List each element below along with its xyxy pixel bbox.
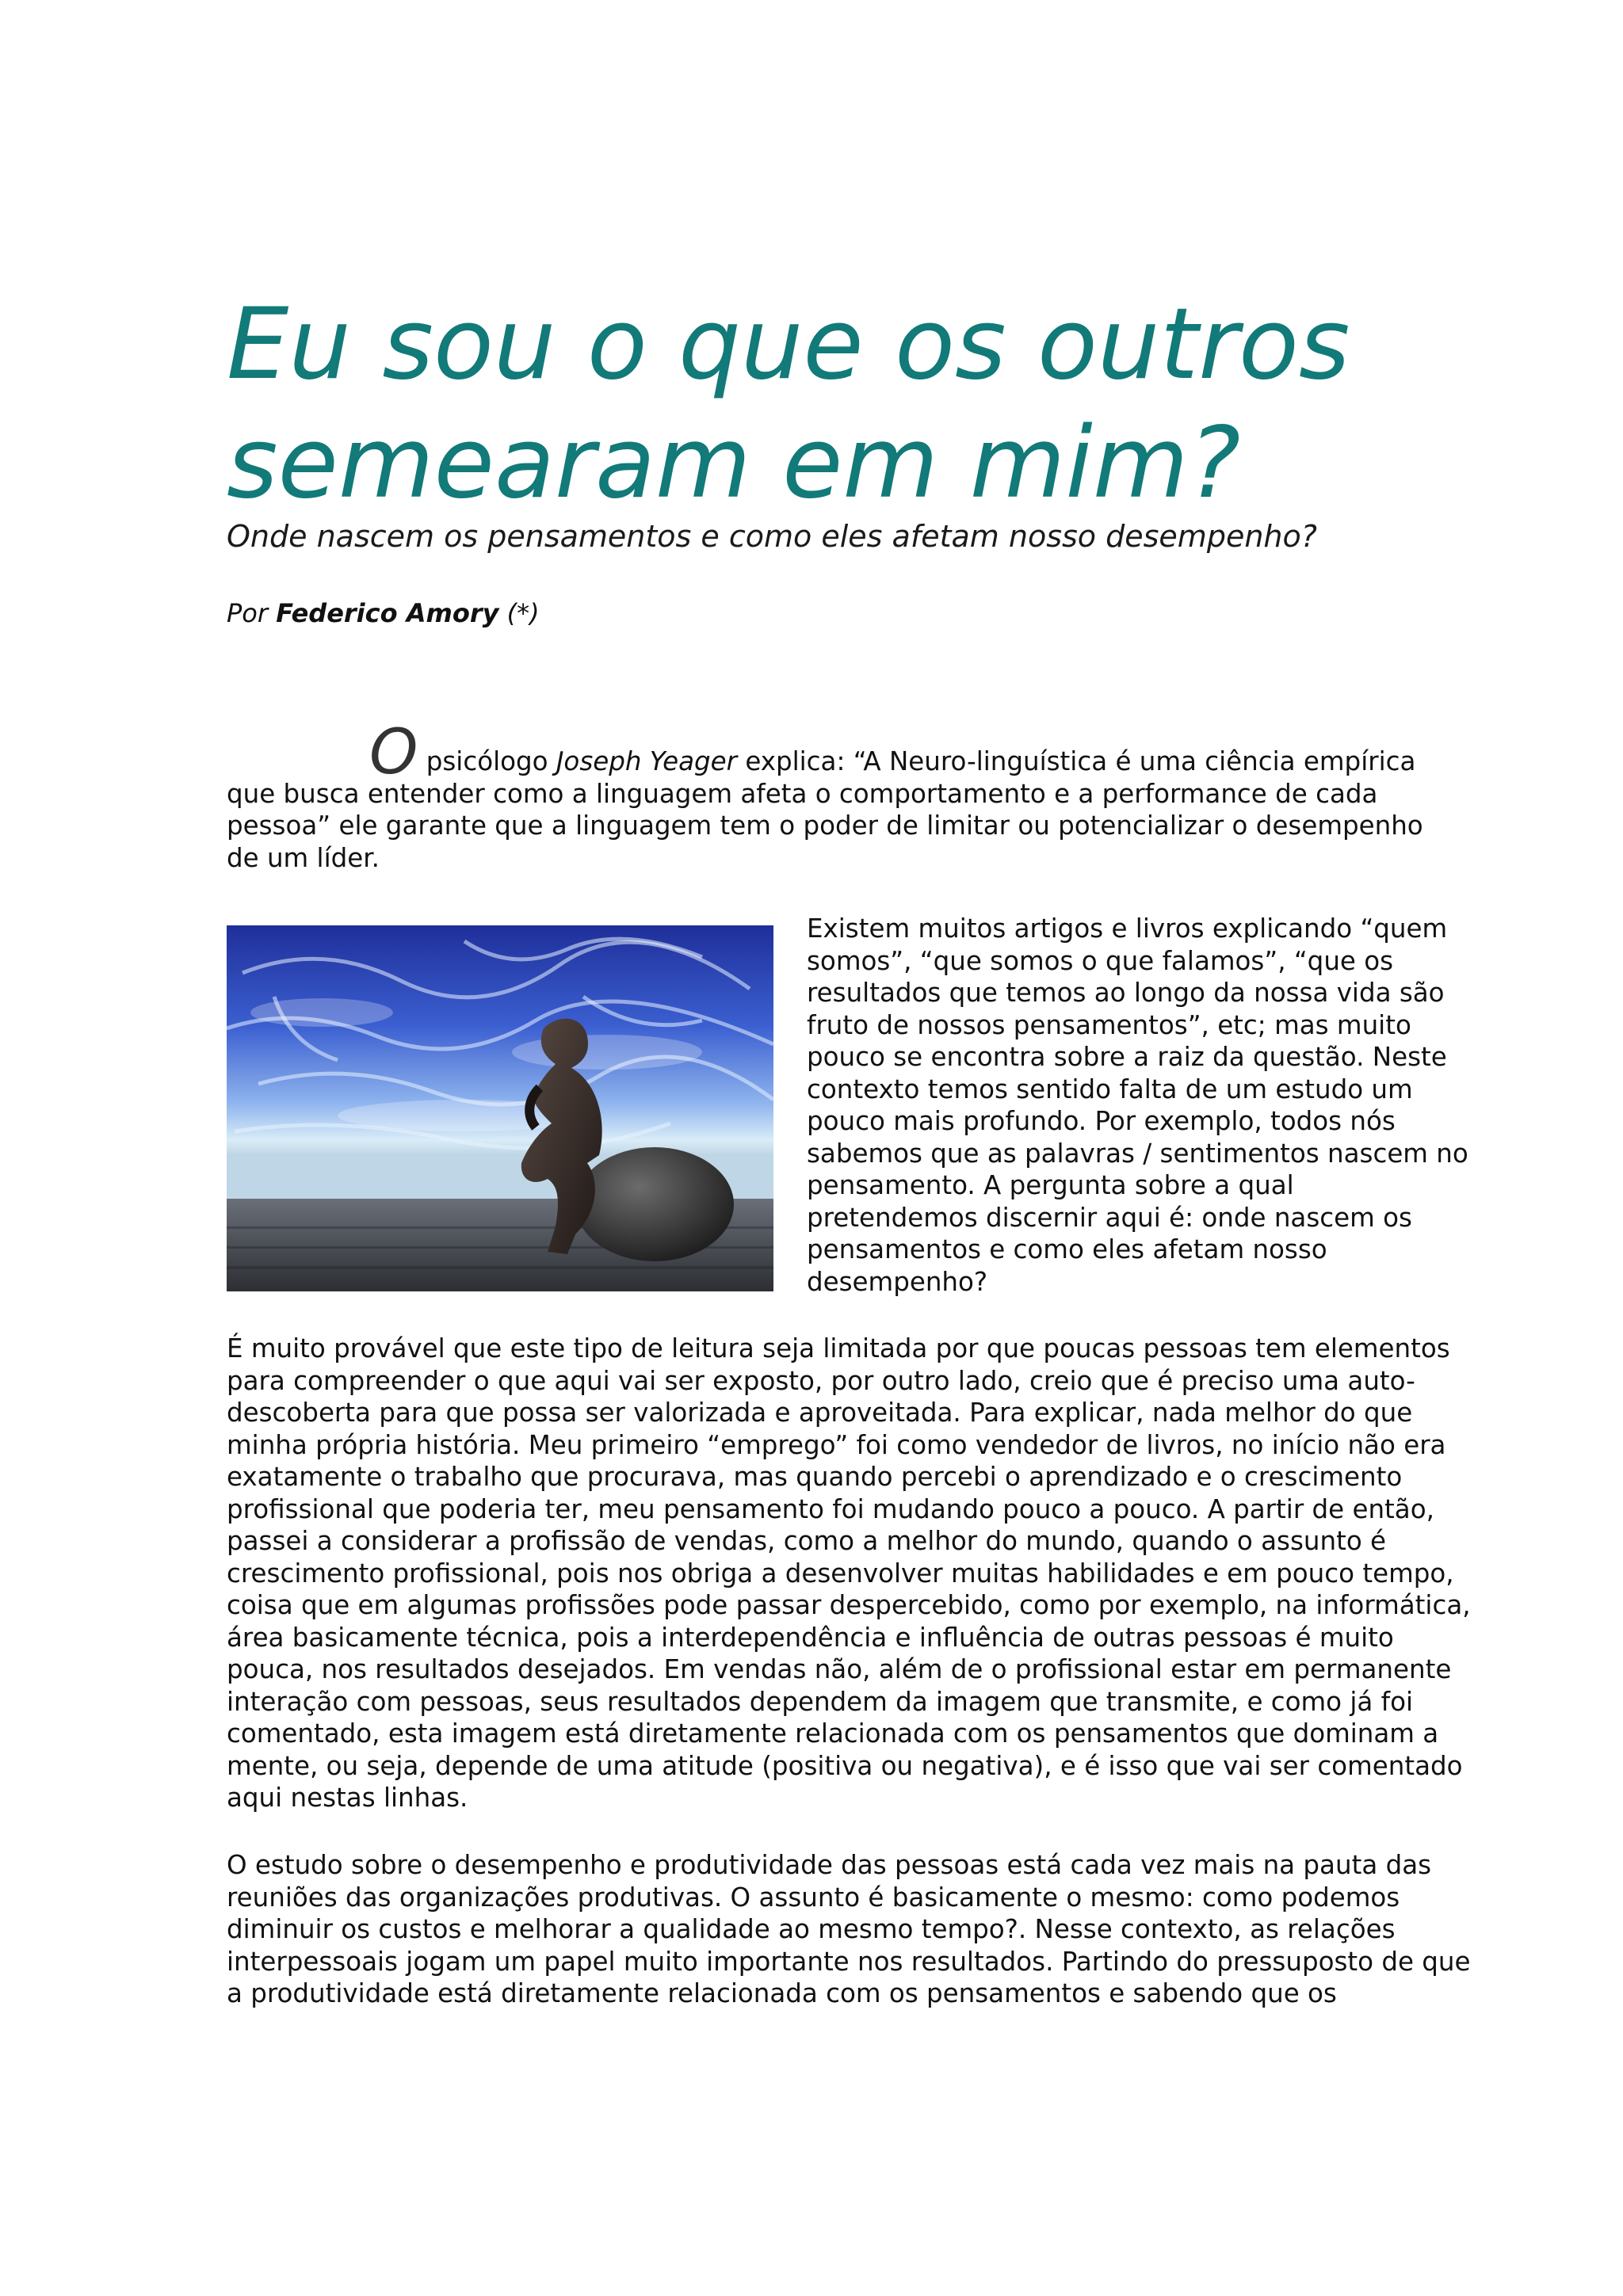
article-title: Eu sou o que os outros semearam em mim? xyxy=(227,288,1350,521)
intro-text-1: psicólogo xyxy=(418,746,556,776)
intro-paragraph xyxy=(227,717,1463,874)
drop-cap: O xyxy=(369,717,418,788)
side-paragraph: Existem muitos artigos e livros explicando “quem somos”, “que somos o que falamos”, “que os resultados que temos ao longo da nossa vida são fruto de nossos pensamentos”, etc; mas muito pouco se encontra sobre a raiz da questão. Neste contexto temos sentido falta de um estudo um pouco mais profundo. Por exemplo, todos nós sabemos que as palavras / sentimentos nascem no pensamento. A pergunta sobre a qual pretendemos discernir aqui é: onde nascem os pensamentos e como eles afetam nosso desempenho? xyxy=(807,913,1468,1297)
byline xyxy=(227,596,540,631)
thinker-statue-image xyxy=(227,925,773,1291)
byline-author: Federico Amory xyxy=(276,598,499,628)
paragraph-4: O estudo sobre o desempenho e produtividade das pessoas está cada vez mais na pauta das reuniões das organizações produtivas. O assunto é basicamente o mesmo: como podemos diminuir os custos e melhorar a qualidade ao mesmo tempo?. Nesse contexto, as relações interpessoais jogam um papel muito importante nos resultados. Partindo do pressuposto de que a produtividade está diretamente relacionada com os pensamentos e sabendo que os xyxy=(227,1850,1471,2008)
byline-prefix: Por xyxy=(227,598,277,628)
intro-text-2: explica: “A Neuro-linguística é uma ciência empírica que busca entender como a linguagem afeta o comportamento e a performance de cada pessoa” ele garante que a linguagem tem o poder de limitar ou potencializar o desempenho de um líder. xyxy=(227,746,1423,873)
byline-suffix: (*) xyxy=(498,598,540,628)
article-subtitle: Onde nascem os pensamentos e como eles afetam nosso desempenho? xyxy=(227,519,1317,554)
intro-name: Joseph Yeager xyxy=(556,746,737,776)
paragraph-3: É muito provável que este tipo de leitura seja limitada por que poucas pessoas tem elementos para compreender o que aqui vai ser exposto, por outro lado, creio que é preciso uma auto-descoberta para que possa ser valorizada e aproveitada. Para explicar, nada melhor do que minha própria história. Meu primeiro “emprego” foi como vendedor de livros, no início não era exatamente o trabalho que procurava, mas quando percebi o aprendizado e o crescimento profissional que poderia ter, meu pensamento foi mudando pouco a pouco. A partir de então, passei a considerar a profissão de vendas, como a melhor do mundo, quando o assunto é crescimento profissional, pois nos obriga a desenvolver muitas habilidades e em pouco tempo, coisa que em algumas profissões pode passar despercebido, como por exemplo, na informática, área basicamente técnica, pois a interdependência e influência de outras pessoas é muito pouca, nos resultados desejados. Em vendas não, além de o profissional estar em permanente interação com pessoas, seus resultados dependem da imagem que transmite, e como já foi comentado, esta imagem está diretamente relacionada com os pensamentos que dominam a mente, ou seja, depende de uma atitude (positiva ou negativa), e é isso que vai ser comentado aqui nestas linhas. xyxy=(227,1333,1471,1813)
